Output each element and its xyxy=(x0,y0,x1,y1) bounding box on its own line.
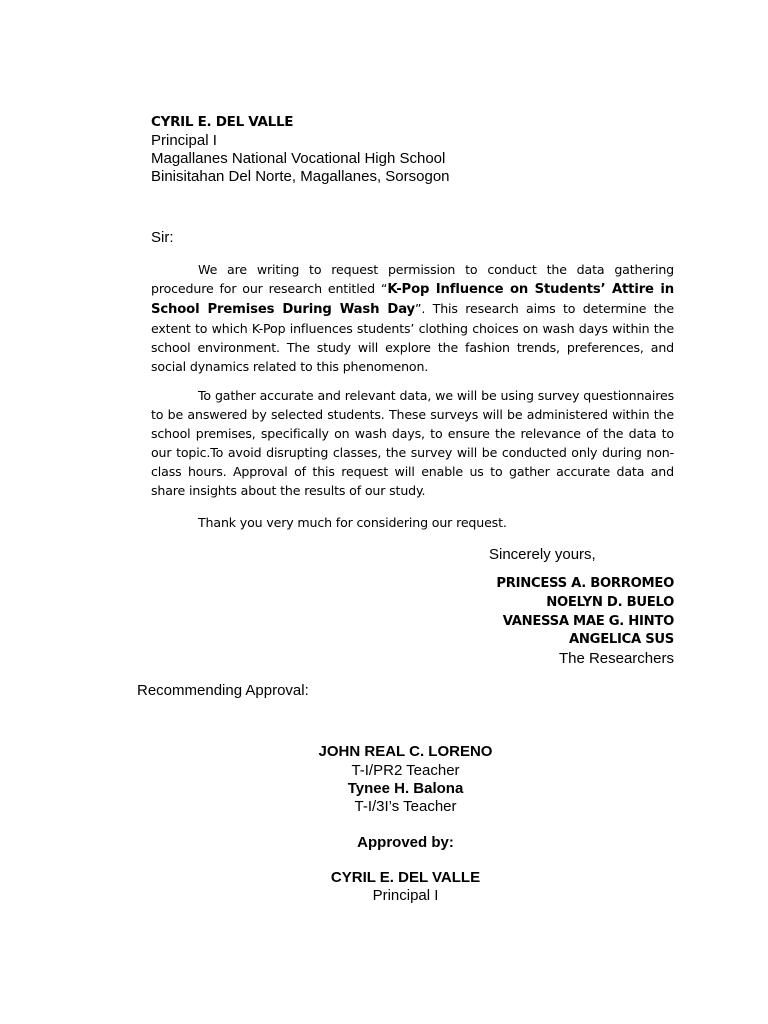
body-paragraph-3 xyxy=(151,513,674,532)
recipient-position: Principal I xyxy=(151,132,217,149)
researchers-block xyxy=(496,575,674,669)
approved-label: Approved by: xyxy=(357,834,454,851)
researcher-name: PRINCESS A. BORROMEO xyxy=(496,576,674,591)
researcher-name: ANGELICA SUS xyxy=(569,632,674,648)
recommender-name: Tynee H. Balona xyxy=(347,780,464,797)
approver-role: Principal I xyxy=(372,887,439,904)
closing: Sincerely yours, xyxy=(489,546,596,563)
body-paragraph-1 xyxy=(151,260,674,376)
researcher-name: NOELYN D. BUELO xyxy=(546,594,674,610)
salutation: Sir: xyxy=(151,229,174,246)
recommender-role: T-I/PR2 Teacher xyxy=(351,762,460,779)
researcher-name: VANESSA MAE G. HINTO xyxy=(502,613,674,629)
recommender-name: JOHN REAL C. LORENO xyxy=(318,743,493,760)
recommender-role: T-I/3I’s Teacher xyxy=(354,798,457,815)
body-paragraph-2 xyxy=(151,386,674,500)
recommending-label: Recommending Approval: xyxy=(137,682,309,699)
paragraph-2-text: To gather accurate and relevant data, we will be using survey questionnaires to be answered by selected students. These surveys will be administered within the school premises, specifically on wash days, to ensure the relevance of the data to our topic.To avoid disrupting classes, the survey will be conducted only during non-class hours. Approval of this request will enable us to gather accurate data and share insights about the results of our study. xyxy=(151,388,674,498)
paragraph-3-text: Thank you very much for considering our request. xyxy=(198,515,507,530)
recipient-address: Binisitahan Del Norte, Magallanes, Sorsogon xyxy=(151,168,450,185)
recipient-school: Magallanes National Vocational High School xyxy=(151,150,446,167)
research-title: K-Pop Influence on Students’ Attire in School Premises During Wash Day xyxy=(151,282,674,317)
recipient-name: CYRIL E. DEL VALLE xyxy=(151,114,294,130)
researchers-role: The Researchers xyxy=(558,650,674,668)
approver-name: CYRIL E. DEL VALLE xyxy=(330,869,481,886)
paragraph-1-rest: ”. This research aims to determine the extent to which K-Pop influences students’ clothing choices on wash days within the school environment. The study will explore the fashion trends, preferences, and social dynamics related to this phenomenon. xyxy=(151,301,674,374)
paragraph-1-intro: We are writing to request permission to conduct the data gathering procedure for our research entitled “ xyxy=(151,262,674,296)
